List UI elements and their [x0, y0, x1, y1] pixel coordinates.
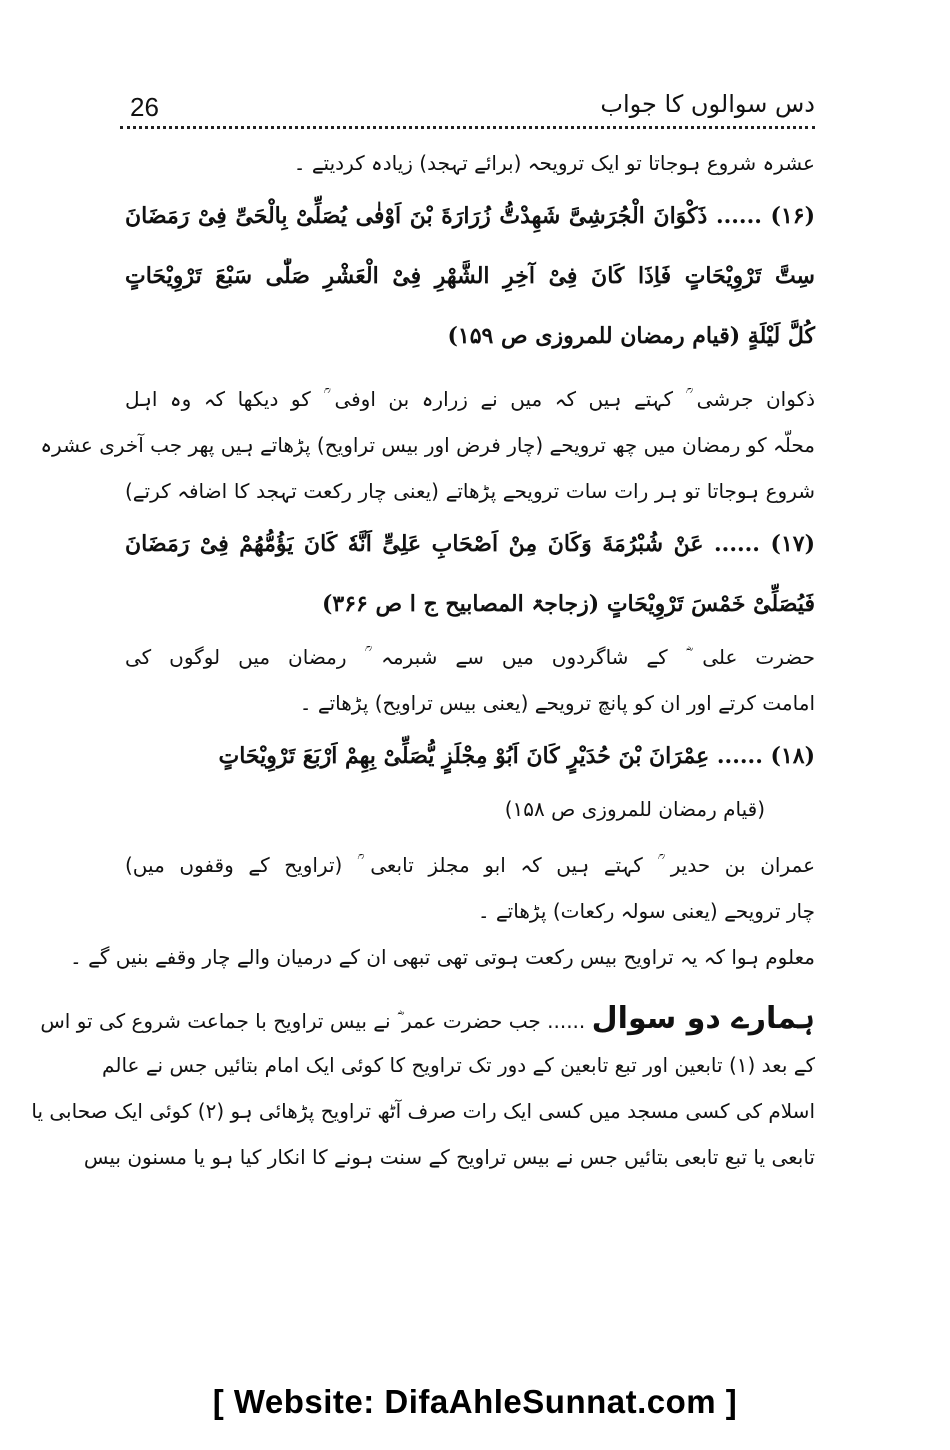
text-line: امامت کرتے اور ان کو پانچ ترویحے (یعنی بیس تراویح) پڑھاتے ۔ — [299, 691, 815, 715]
arabic-quote-line: (۱۷) ...... عَنْ شُبْرُمَةَ وَکَانَ مِنْ اَصْحَابِ عَلِیٍّ اَنَّهٗ کَانَ یَؤُمُّهُمْ فِیْ رَمَضَانَ — [125, 531, 815, 557]
section-heading: ہمارے دو سوال — [591, 1001, 815, 1036]
website-footer: [ Website: DifaAhleSunnat.com ] — [212, 1383, 738, 1420]
page-number: 26 — [130, 92, 159, 122]
arabic-quote-line: (۱۶) ...... ذَکْوَانَ الْجُرَشِیَّ شَهِدْتُّ زُرَارَةَ بْنَ اَوْفٰی یُصَلِّیْ بِالْحَیِّ فِیْ رَمَضَانَ — [125, 203, 815, 229]
arabic-quote-reference: فَیُصَلِّیْ خَمْسَ تَرْوِیْحَاتٍ (زجاجۃ المصابیح ج ا ص ۳۶۶) — [321, 591, 815, 617]
text-line: معلوم ہوا کہ یہ تراویح بیس رکعت ہوتی تھی تبھی ان کے درمیان والے چار وقفے بنیں گے ۔ — [70, 945, 815, 969]
arabic-quote-line: سِتَّ تَرْوِیْحَاتٍ فَاِذَا کَانَ فِیْ آخِرِ الشَّهْرِ فِیْ الْعَشْرِ صَلّٰی سَبْعَ تَرْوِیْحَاتٍ — [125, 263, 815, 289]
text-line: چار ترویحے (یعنی سولہ رکعات) پڑھاتے ۔ — [477, 899, 815, 923]
text-line: کے بعد (۱) تابعین اور تبع تابعین کے دور تک تراویح کا کوئی ایک امام بتائیں جس نے عالم — [102, 1053, 815, 1077]
header-dotted-rule — [120, 126, 815, 129]
text-line: محلّہ کو رمضان میں چھ ترویحے (چار فرض اور بیس تراویح) پڑھاتے ہیں پھر جب آخری عشرہ — [40, 433, 815, 457]
text-line: تابعی یا تبع تابعی بتائیں جس نے بیس تراویح کے سنت ہونے کا انکار کیا ہو یا مسنون بیس — [83, 1145, 815, 1169]
text-line: ...... جب حضرت عمر ؓ نے بیس تراویح با جماعت شروع کی تو اس — [40, 1009, 586, 1033]
text-line: ذکوان جرشی ؒ کہتے ہیں کہ میں نے زرارہ بن اوفی ؒ کو دیکھا کہ وہ اہل — [125, 387, 815, 411]
running-title: دس سوالوں کا جواب — [600, 90, 815, 118]
arabic-quote-reference: کُلَّ لَیْلَةٍ (قیام رمضان للمروزی ص ۱۵۹) — [447, 323, 815, 349]
text-line: عمران بن حدیر ؒ کہتے ہیں کہ ابو مجلز تابعی ؒ (تراویح کے وقفوں میں) — [125, 853, 815, 877]
section-heading-line — [40, 996, 815, 1042]
arabic-quote-line: (۱۸) ...... عِمْرَانَ بْنَ حُدَیْرٍ کَانَ اَبُوْ مِجْلَزٍ یُّصَلِّیْ بِهِمْ اَرْبَعَ تَرْوِیْحَاتٍ — [218, 743, 815, 769]
text-line: اسلام کی کسی مسجد میں کسی ایک رات صرف آٹھ تراویح پڑھائی ہو (۲) کوئی ایک صحابی یا — [31, 1099, 815, 1123]
text-line: حضرت علی ؓ کے شاگردوں میں سے شبرمہ ؒ رمضان میں لوگوں کی — [125, 645, 815, 669]
text-line: عشرہ شروع ہوجاتا تو ایک ترویحہ (برائے تہجد) زیادہ کردیتے ۔ — [293, 151, 815, 175]
quote-reference: (قیام رمضان للمروزی ص ۱۵۸) — [504, 797, 765, 821]
page-header — [120, 88, 815, 128]
text-line: شروع ہوجاتا تو ہر رات سات ترویحے پڑھاتے (یعنی چار رکعت تہجد کا اضافہ کرتے) — [125, 479, 815, 503]
page-body — [31, 140, 815, 1180]
